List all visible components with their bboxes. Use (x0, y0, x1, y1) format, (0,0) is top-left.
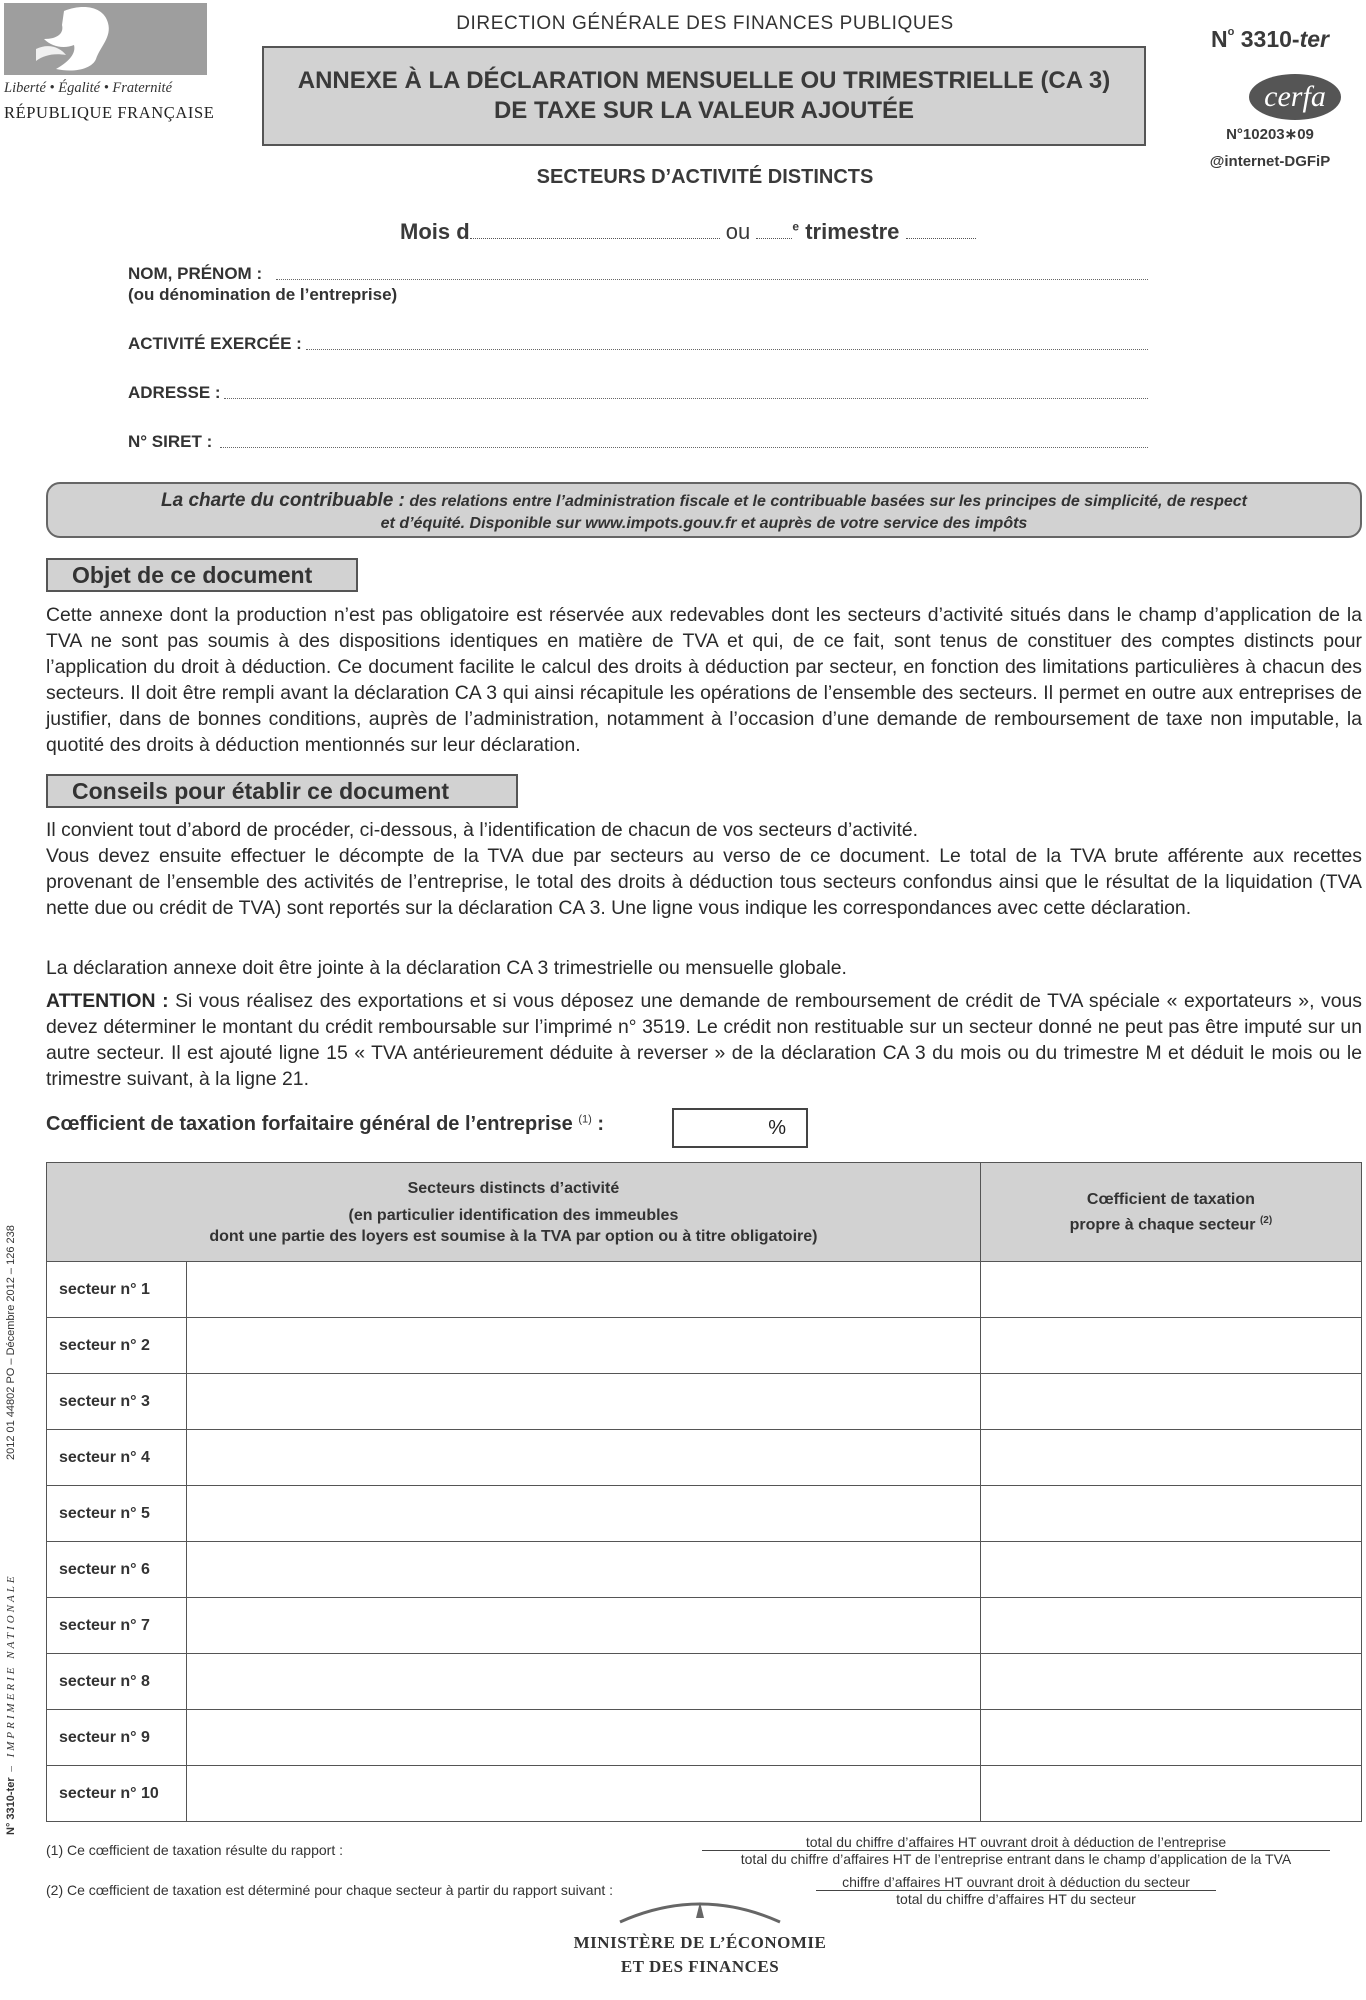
sector-label: secteur n° 4 (47, 1430, 187, 1486)
conseils-p2: Vous devez ensuite effectuer le décompte de la TVA due par secteurs au verso de ce document. Le total de la TVA brute afférente aux recettes provenant de l’ensemble des activités de l’entreprise, le total des droits à déduction tous secteurs confondus ainsi que le résultat de la liquidation (TVA nette due ou crédit de TVA) sont reportés sur la déclaration CA 3. Une ligne vous indique les correspondances avec cette déclaration. (46, 845, 1362, 919)
page-subtitle: SECTEURS D’ACTIVITÉ DISTINCTS (536, 166, 874, 188)
conseils-p1: Il convient tout d’abord de procéder, ci-dessous, à l’identification de chacun de vos secteurs d’activité. (46, 819, 919, 841)
logo-republic: RÉPUBLIQUE FRANÇAISE (4, 103, 215, 122)
marianne-logo (4, 3, 207, 75)
sector-description-field[interactable] (186, 1542, 980, 1598)
sector-description-field[interactable] (186, 1374, 980, 1430)
month-label: Mois d (400, 219, 470, 244)
siret-field[interactable] (220, 446, 1148, 448)
footnote-1-numerator: total du chiffre d’affaires HT ouvrant droit à déduction de l’entreprise (702, 1834, 1330, 1851)
sector-coefficient-field[interactable] (980, 1262, 1361, 1318)
title-line2: DE TAXE SUR LA VALEUR AJOUTÉE (493, 97, 915, 124)
sector-description-field[interactable] (186, 1430, 980, 1486)
sectors-header: Secteurs distincts d’activité (en particulier identification des immeubles dont une partie des loyers est soumise à la TVA par option ou à titre obligatoire) (47, 1163, 981, 1262)
sector-description-field[interactable] (186, 1710, 980, 1766)
sector-label: secteur n° 1 (47, 1262, 187, 1318)
charter-box (46, 482, 1362, 538)
coefficient-label: Cœfficient de taxation forfaitaire général de l’entreprise $^{(1)}$ : (46, 1113, 605, 1135)
charter-line2: et d’équité. Disponible sur www.impots.gouv.fr et auprès de votre service des impôts (380, 515, 1028, 532)
sector-label: secteur n° 9 (47, 1710, 187, 1766)
sector-label: secteur n° 10 (47, 1766, 187, 1822)
footnote-1: (1) Ce cœfficient de taxation résulte du rapport : (46, 1842, 343, 1858)
sector-coefficient-field[interactable] (980, 1598, 1361, 1654)
sector-coefficient-field[interactable] (980, 1654, 1361, 1710)
quarter-year-field[interactable] (906, 220, 976, 239)
footnote-2: (2) Ce cœfficient de taxation est déterminé pour chaque secteur à partir du rapport suivant : (46, 1882, 614, 1898)
activity-field[interactable] (306, 348, 1148, 350)
logo-motto: Liberté • Égalité • Fraternité (4, 80, 173, 96)
internet-label: @internet-DGFiP (1209, 153, 1331, 170)
print-reference: 2012 01 44802 PO – Décembre 2012 – 126 238 (5, 1225, 17, 1460)
sector-description-field[interactable] (186, 1262, 980, 1318)
coefficient-header: Cœfficient de taxation propre à chaque secteur $^{(2)}$ (980, 1163, 1361, 1262)
sector-row (47, 1430, 1362, 1486)
cerfa-number: N°10203∗09 (1226, 126, 1314, 143)
sector-row (47, 1766, 1362, 1822)
quarter-number-field[interactable] (756, 220, 792, 239)
sector-row (47, 1542, 1362, 1598)
month-field[interactable] (470, 220, 720, 239)
name-field[interactable] (276, 278, 1148, 280)
ministry-line1: MINISTÈRE DE L’ÉCONOMIE (573, 1933, 827, 1952)
footnote-1-fraction (702, 1834, 1330, 1867)
sector-coefficient-field[interactable] (980, 1318, 1361, 1374)
siret-label: N° SIRET : (128, 432, 213, 451)
ministry-line2: ET DES FINANCES (620, 1957, 780, 1976)
address-label: ADRESSE : (128, 383, 221, 402)
conseils-heading: Conseils pour établir ce document (46, 774, 518, 808)
objet-text: Cette annexe dont la production n’est pas obligatoire est réservée aux redevables dont les secteurs d’activité situés dans le champ d’application de la TVA ne sont pas soumis à des dispositions identiques en matière de TVA et qui, de ce fait, sont tenus de constituer des comptes distincts pour l’application du droit à déduction. Ce document facilite le calcul des droits à déduction par secteur, en fonction des limitations particulières à chacun des secteurs. Il doit être rempli avant la déclaration CA 3 qui ainsi récapitule les opérations de l’ensemble des secteurs. Il permet en outre aux entreprises de justifier, dans de bonnes conditions, auprès de l’administration, notamment à l’occasion d’une demande de remboursement de taxe non imputable, la quotité des droits à déduction mentionnés sur leur déclaration. (46, 604, 1362, 756)
title-box (262, 46, 1146, 146)
ministry-block (520, 1890, 880, 1995)
attention-label: ATTENTION : (46, 990, 169, 1012)
footnote-1-denominator: total du chiffre d’affaires HT de l’entreprise entrant dans le champ d’application de la TVA (740, 1851, 1292, 1867)
address-field[interactable] (224, 397, 1148, 399)
cerfa-logo-text: cerfa (1264, 80, 1326, 113)
sectors-table (46, 1162, 1362, 1822)
sector-label: secteur n° 2 (47, 1318, 187, 1374)
sector-description-field[interactable] (186, 1486, 980, 1542)
sector-row (47, 1710, 1362, 1766)
or-label: ou (725, 219, 751, 244)
ministry-emblem-icon (600, 1890, 800, 1926)
form-number: $N^o$ 3310-ter (1211, 26, 1329, 52)
conseils-p3: La déclaration annexe doit être jointe à la déclaration CA 3 trimestrielle ou mensuelle globale. (46, 957, 847, 979)
printer-mention: N° 3310-ter – IMPRIMERIE NATIONALE (5, 1573, 17, 1835)
attention-text: Si vous réalisez des exportations et si vous déposez une demande de remboursement de crédit de TVA spéciale « exportateurs », vous devez déterminer le montant du crédit remboursable sur l’imprimé n° 3519. Le crédit non restituable sur un secteur donné ne peut pas être imputé sur un autre secteur. Il est ajouté ligne 15 « TVA antérieurement déduite à reverser » de la déclaration CA 3 du mois ou du trimestre M et déduit le mois ou le trimestre suivant, à la ligne 21. (46, 990, 1362, 1090)
coefficient-input[interactable]: % (672, 1108, 808, 1148)
agency-name: DIRECTION GÉNÉRALE DES FINANCES PUBLIQUES (456, 13, 954, 34)
charter-lead: La charte du contribuable : (161, 490, 405, 511)
sector-description-field[interactable] (186, 1598, 980, 1654)
sector-row (47, 1374, 1362, 1430)
footnote-2-numerator: chiffre d’affaires HT ouvrant droit à déduction du secteur (816, 1874, 1216, 1891)
sector-label: secteur n° 6 (47, 1542, 187, 1598)
name-label: NOM, PRÉNOM : (128, 264, 263, 283)
sector-coefficient-field[interactable] (980, 1766, 1361, 1822)
quarter-label: trimestre (805, 219, 900, 244)
charter-line1: des relations entre l’administration fiscale et le contribuable basées sur les principes de simplicité, de respect (404, 493, 1247, 510)
sector-label: secteur n° 3 (47, 1374, 187, 1430)
sector-description-field[interactable] (186, 1766, 980, 1822)
footnote-2-denominator: total du chiffre d’affaires HT du secteur (896, 1891, 1136, 1907)
sector-description-field[interactable] (186, 1654, 980, 1710)
title-line1: ANNEXE À LA DÉCLARATION MENSUELLE OU TRIMESTRIELLE (CA 3) (297, 67, 1111, 94)
sector-row (47, 1262, 1362, 1318)
sector-row (47, 1318, 1362, 1374)
period-line: Mois d ou $^e$ trimestre (400, 219, 1020, 245)
sector-row (47, 1654, 1362, 1710)
activity-label: ACTIVITÉ EXERCÉE : (128, 334, 302, 353)
attention-paragraph (46, 988, 1362, 1092)
sector-row (47, 1598, 1362, 1654)
sector-coefficient-field[interactable] (980, 1486, 1361, 1542)
sector-coefficient-field[interactable] (980, 1374, 1361, 1430)
sector-label: secteur n° 8 (47, 1654, 187, 1710)
objet-heading: Objet de ce document (46, 558, 358, 592)
sector-label: secteur n° 5 (47, 1486, 187, 1542)
sector-coefficient-field[interactable] (980, 1710, 1361, 1766)
sector-label: secteur n° 7 (47, 1598, 187, 1654)
sector-row (47, 1486, 1362, 1542)
cerfa-logo (1247, 72, 1343, 122)
sector-description-field[interactable] (186, 1318, 980, 1374)
name-sublabel: (ou dénomination de l’entreprise) (128, 285, 398, 304)
sector-coefficient-field[interactable] (980, 1430, 1361, 1486)
sector-coefficient-field[interactable] (980, 1542, 1361, 1598)
